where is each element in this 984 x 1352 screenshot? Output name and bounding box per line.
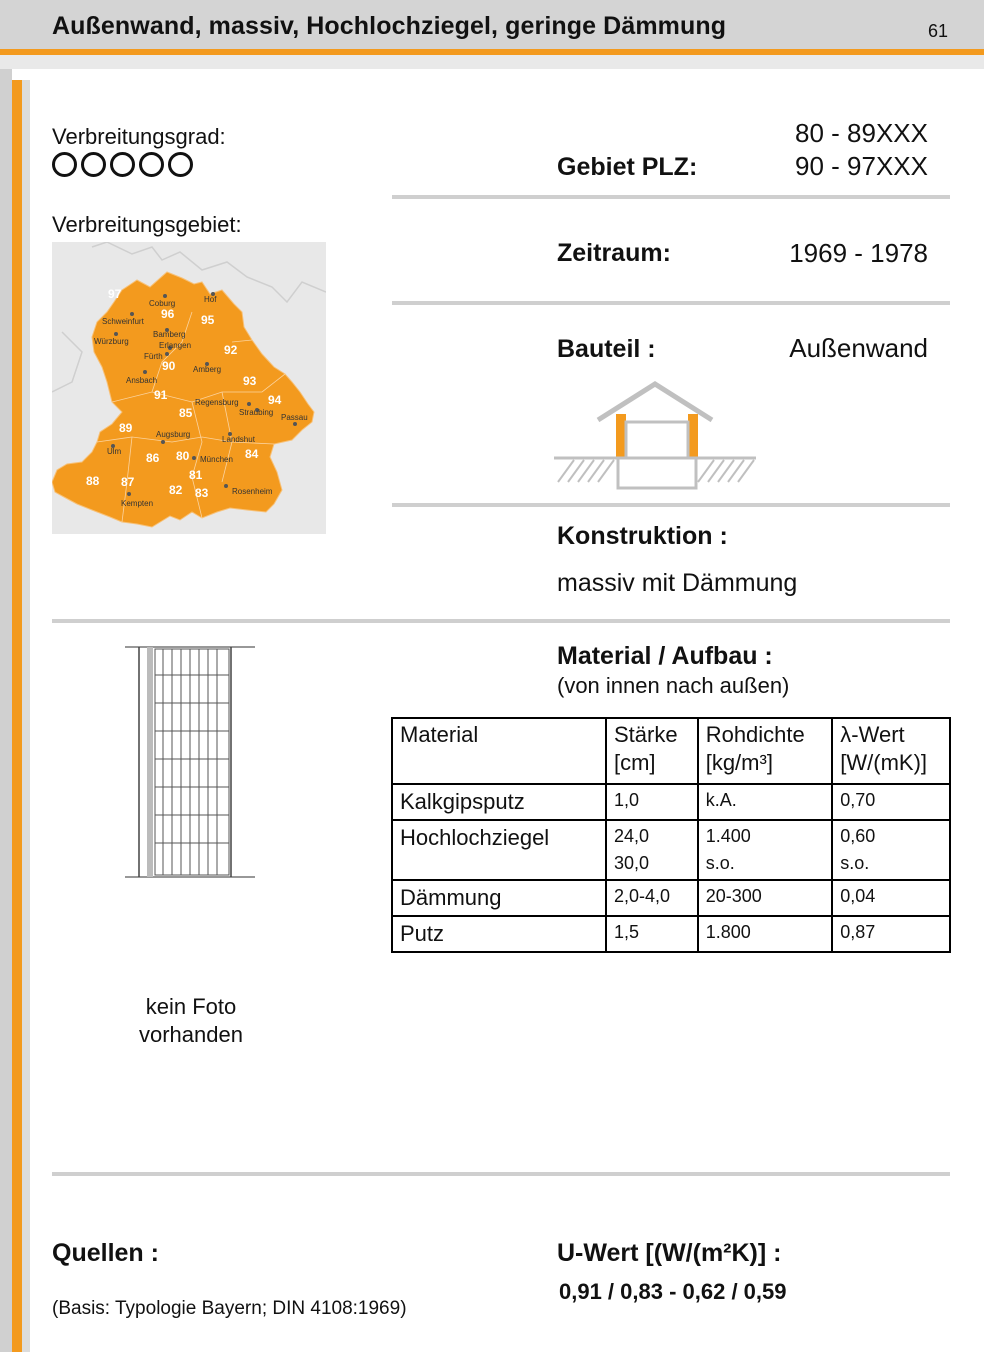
cell-staerke-value: 24,0	[613, 826, 650, 846]
section-divider	[392, 503, 950, 507]
header-lambda-unit: [W/(mK)]	[840, 750, 928, 775]
cell-rohdichte	[698, 820, 833, 880]
section-divider	[52, 619, 950, 623]
material-table	[391, 717, 951, 953]
material-aufbau-label: Material / Aufbau :	[557, 642, 773, 670]
house-basement	[618, 458, 696, 488]
map-city-label: Fürth	[144, 352, 163, 361]
map-plz-label: 87	[121, 475, 135, 489]
map-city-dot	[127, 492, 131, 496]
map-city-label: Coburg	[149, 299, 176, 308]
uwert-label: U-Wert [(W/(m²K)] :	[557, 1239, 782, 1267]
map-city-label: Ulm	[107, 447, 122, 456]
map-city-label: Kempten	[121, 499, 154, 508]
house-wall-diagram-icon	[554, 378, 756, 492]
konstruktion-label: Konstruktion :	[557, 522, 728, 550]
map-city-label: Ansbach	[126, 376, 158, 385]
bauteil-label: Bauteil :	[557, 335, 656, 363]
map-plz-label: 92	[224, 343, 238, 357]
house-interior	[626, 422, 688, 458]
table-row	[392, 880, 950, 916]
cell-staerke: 1,5	[606, 916, 698, 952]
header-staerke-unit: [cm]	[613, 750, 656, 775]
gebiet-plz-label: Gebiet PLZ:	[557, 153, 698, 181]
page-number: 61	[927, 21, 948, 41]
quellen-text: (Basis: Typologie Bayern; DIN 4108:1969)	[52, 1298, 407, 1319]
section-divider	[392, 301, 950, 305]
map-city-label: Erlangen	[159, 341, 192, 350]
cell-lambda	[832, 820, 950, 880]
map-plz-label: 84	[245, 447, 259, 461]
map-plz-label: 88	[86, 474, 100, 488]
rating-circle-icon	[110, 152, 135, 177]
no-photo-note	[52, 993, 330, 1049]
map-city-label: Straubing	[239, 408, 274, 417]
map-plz-label: 91	[154, 388, 168, 402]
map-city-label: Regensburg	[195, 398, 239, 407]
left-accent-bar	[12, 80, 22, 1352]
map-plz-label: 85	[179, 406, 193, 420]
map-city-label: Amberg	[193, 365, 222, 374]
cell-lambda-value: 0,60	[840, 826, 876, 846]
left-margin-bar	[0, 69, 12, 1352]
map-plz-label: 81	[189, 468, 203, 482]
zeitraum-label: Zeitraum:	[557, 239, 671, 267]
konstruktion-value: massiv mit Dämmung	[557, 569, 798, 597]
header-shadow-band	[0, 55, 984, 69]
map-plz-label: 95	[201, 313, 215, 327]
table-header-cell	[698, 718, 833, 784]
cell-staerke: 1,0	[606, 784, 698, 820]
plz-range-1: 80 - 89XXX	[795, 118, 928, 148]
map-plz-label: 94	[268, 393, 282, 407]
cell-lambda: 0,04	[832, 880, 950, 916]
rating-circle-icon	[81, 152, 106, 177]
map-plz-label: 97	[108, 287, 122, 301]
table-header-cell	[832, 718, 950, 784]
cell-material: Kalkgipsputz	[392, 784, 606, 820]
map-city-dot	[161, 440, 165, 444]
zeitraum-value: 1969 - 1978	[789, 238, 928, 268]
bauteil-value: Außenwand	[789, 333, 928, 363]
map-plz-label: 82	[169, 483, 183, 497]
map-plz-label: 89	[119, 421, 133, 435]
header-rohdichte: Rohdichte	[705, 722, 805, 747]
cell-lambda: 0,87	[832, 916, 950, 952]
cell-rohdichte-value: 1.400	[705, 826, 751, 846]
map-city-dot	[163, 294, 167, 298]
cell-rohdichte-value-alt: s.o.	[705, 853, 735, 873]
map-city-label: Würzburg	[94, 337, 129, 346]
no-photo-line-2: vorhanden	[139, 1022, 243, 1047]
plz-range-2: 90 - 97XXX	[795, 151, 928, 181]
rating-circle-icon	[139, 152, 164, 177]
map-city-label: Schweinfurt	[102, 317, 144, 326]
cell-staerke	[606, 820, 698, 880]
page-title: Außenwand, massiv, Hochlochziegel, geringe Dämmung	[52, 12, 727, 40]
map-plz-label: 93	[243, 374, 257, 388]
map-city-dot	[130, 312, 134, 316]
map-plz-label: 86	[146, 451, 160, 465]
left-margin-bar-inner	[22, 80, 30, 1352]
table-row	[392, 916, 950, 952]
map-city-dot	[143, 370, 147, 374]
table-header-cell	[606, 718, 698, 784]
brick-layer-pattern	[155, 649, 229, 875]
cell-lambda-value-alt: s.o.	[840, 853, 870, 873]
section-divider	[392, 195, 950, 199]
map-plz-label: 83	[195, 486, 209, 500]
cell-material: Hochlochziegel	[392, 820, 606, 880]
map-plz-label: 96	[161, 307, 175, 321]
cell-rohdichte: 20-300	[698, 880, 833, 916]
map-plz-label: 80	[176, 449, 190, 463]
table-row	[392, 820, 950, 880]
cell-rohdichte: 1.800	[698, 916, 833, 952]
cell-material: Putz	[392, 916, 606, 952]
rating-circle-icon	[168, 152, 193, 177]
map-city-label: Bamberg	[153, 330, 186, 339]
header-rohdichte-unit: [kg/m³]	[705, 750, 773, 775]
wall-cross-section-drawing	[123, 643, 257, 881]
table-header-row	[392, 718, 950, 784]
map-city-label: Passau	[281, 413, 308, 422]
header-lambda: λ-Wert	[840, 722, 905, 747]
map-city-label: Hof	[204, 295, 217, 304]
cell-staerke-value-alt: 30,0	[613, 853, 650, 873]
map-city-label: Augsburg	[156, 430, 191, 439]
map-city-label: München	[200, 455, 233, 464]
verbreitungsgrad-label: Verbreitungsgrad:	[52, 124, 226, 149]
map-city-dot	[165, 352, 169, 356]
map-city-dot	[114, 332, 118, 336]
table-header-cell	[392, 718, 606, 784]
quellen-label: Quellen :	[52, 1239, 159, 1267]
map-city-label: Rosenheim	[232, 487, 273, 496]
insulation-layer	[147, 647, 153, 877]
map-plz-label: 90	[162, 359, 176, 373]
cell-rohdichte: k.A.	[698, 784, 833, 820]
cell-material: Dämmung	[392, 880, 606, 916]
header-material: Material	[400, 722, 479, 747]
map-city-dot	[224, 484, 228, 488]
map-city-dot	[192, 456, 196, 460]
rating-circle-icon	[52, 152, 77, 177]
cell-lambda: 0,70	[832, 784, 950, 820]
table-row	[392, 784, 950, 820]
section-divider	[52, 1172, 950, 1176]
cell-staerke: 2,0-4,0	[606, 880, 698, 916]
no-photo-line-1: kein Foto	[145, 994, 237, 1019]
material-aufbau-subtitle: (von innen nach außen)	[557, 673, 790, 698]
verbreitungsgrad-rating	[52, 152, 193, 177]
map-city-dot	[293, 422, 297, 426]
uwert-value: 0,91 / 0,83 - 0,62 / 0,59	[559, 1279, 787, 1304]
bavaria-region-map	[52, 242, 326, 534]
header-staerke: Stärke	[613, 722, 678, 747]
verbreitungsgebiet-label: Verbreitungsgebiet:	[52, 212, 242, 237]
map-city-label: Landshut	[222, 435, 255, 444]
map-city-dot	[247, 402, 251, 406]
